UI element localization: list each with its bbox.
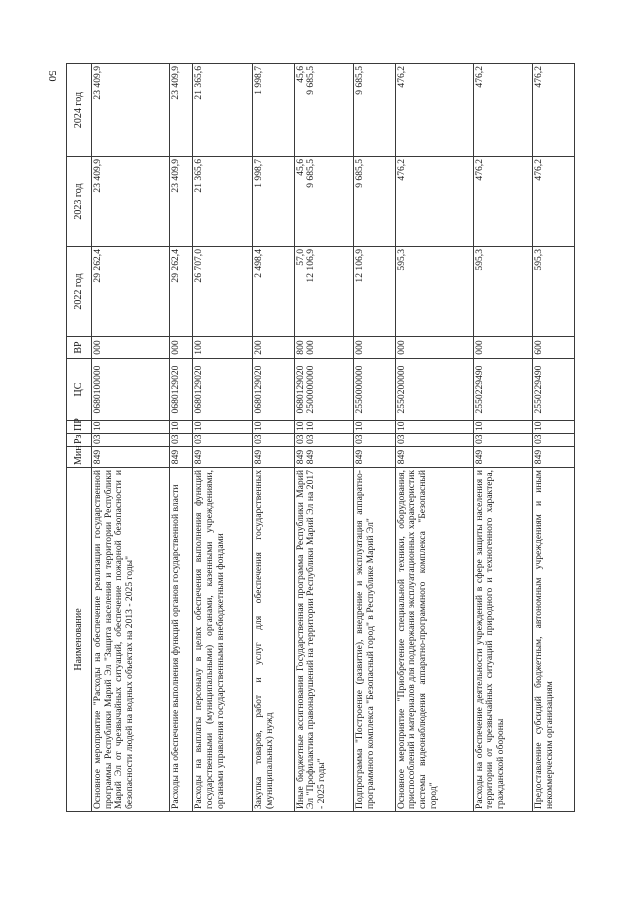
row-pr [354,421,396,434]
row-2024 [252,64,294,157]
row-pr-value: 10 [294,421,306,431]
row-name: Закупка товаров, работ и услуг для обеспечения государственных (муниципальных) нужд [252,468,294,812]
row-min-value: 849 [395,449,407,465]
row-2024 [193,64,253,157]
table-row [354,64,396,812]
row-pr-value: 10 [395,421,407,431]
row-rz-value: 03 [305,434,317,444]
row-name: Расходы на выплаты персоналу в целях обеспечения выполнения функций государственными (муниципальными) органами, казенными учреждениями, органами управления государственными внебюджетными фондами [193,468,253,812]
row-pr-value: 10 [252,421,264,431]
row-min-value: 849 [169,449,181,465]
row-2024 [473,64,533,157]
row-min [169,447,192,468]
row-pr [533,421,575,434]
row-2022 [92,247,170,337]
row-2024 [294,64,354,157]
row-2024-value: 476,2 [395,66,407,88]
header-cs: ЦС [67,359,92,421]
table-row [193,64,253,812]
row-2023 [294,157,354,247]
row-rz [252,434,294,447]
row-2022 [354,247,396,337]
row-cs [395,359,473,421]
row-min-value: 849 [92,449,103,465]
row-2023 [533,157,575,247]
row-name: Основное мероприятие "Расходы на обеспечение реализации государственной программы Республики Марий Эл "Защита населения и территории Республики Марий Эл от чрезвычайных ситуаций, обеспечение пожарной безопасности и безопасности людей на водных объектах на 2013 - 2025 годы" [92,468,170,812]
row-cs-value: 0680129020 [169,365,181,414]
row-2023 [354,157,396,247]
row-min [193,447,253,468]
table-body [92,64,575,812]
row-min [92,447,170,468]
row-name: Расходы на обеспечение деятельности учреждений в сфере защиты населения и территории от чрезвычайных ситуаций природного и техногенного характера, гражданской обороны [473,468,533,812]
row-2022-value: 26 707,0 [193,249,205,283]
row-2023-value: 9 685,5 [354,159,366,188]
row-2022-value: 2 498,4 [252,249,264,278]
row-2023-value: 1 998,7 [252,159,264,188]
row-min-value: 849 [473,449,485,465]
row-pr-value: 10 [354,421,366,431]
row-2023-value: 476,2 [473,159,485,181]
row-cs [92,359,170,421]
row-2022 [252,247,294,337]
row-vr [92,337,170,359]
row-vr [294,337,354,359]
row-rz [533,434,575,447]
row-vr-value: 000 [395,340,407,355]
row-vr [354,337,396,359]
row-2023-value: 476,2 [395,159,407,181]
row-2022-value: 595,3 [473,249,485,271]
row-pr [473,421,533,434]
row-2023-value: 21 365,6 [193,159,205,193]
table-row [395,64,473,812]
row-cs-value: 2550229490 [533,365,545,414]
row-2024 [533,64,575,157]
row-pr [395,421,473,434]
row-cs-value: 2550200000 [395,365,407,414]
row-2023-value: 9 685,5 [305,159,317,188]
row-2024-value: 23 409,9 [169,66,181,100]
row-2024-value: 23 409,9 [92,66,103,100]
row-pr-value: 10 [169,421,181,431]
row-pr [193,421,253,434]
row-name: Основное мероприятие "Приобретение специальной техники, оборудования, приспособлений и материалов для поддержания эксплуатационных характеристик системы видеонаблюдения аппаратно-программного комплекса "Безопасный город" [395,468,473,812]
row-vr [252,337,294,359]
row-2024 [169,64,192,157]
header-2024: 2024 год [67,64,92,157]
row-cs [252,359,294,421]
row-cs [193,359,253,421]
row-pr [252,421,294,434]
header-pr: ПР [67,421,92,434]
row-rz [169,434,192,447]
row-rz-value: 03 [92,434,103,444]
row-rz [294,434,354,447]
row-2024-value: 9 685,5 [354,66,366,95]
row-cs-value: 0680129020 [252,365,264,414]
row-cs-value: 2500000000 [305,365,317,414]
row-2023 [92,157,170,247]
row-pr-value: 10 [473,421,485,431]
row-2022-value: 12 106,9 [305,249,317,283]
row-rz [92,434,170,447]
row-min-value: 849 [305,449,317,465]
table-row [92,64,170,812]
page-number: 50 [46,70,58,82]
table-header-row [67,64,92,812]
row-pr [169,421,192,434]
row-2024 [395,64,473,157]
row-2023-value: 23 409,9 [92,159,103,193]
row-cs [354,359,396,421]
row-rz [473,434,533,447]
row-2022 [294,247,354,337]
row-min [354,447,396,468]
row-rz-value: 03 [395,434,407,444]
table-row [294,64,354,812]
row-rz [354,434,396,447]
row-2022-value: 595,3 [395,249,407,271]
row-min [533,447,575,468]
row-pr-value: 10 [92,421,103,431]
row-2024-value: 9 685,5 [305,66,317,95]
row-2022-value: 29 262,4 [92,249,103,283]
row-vr [533,337,575,359]
header-2023: 2023 год [67,157,92,247]
header-2022: 2022 год [67,247,92,337]
row-name: Иные бюджетные ассигнования Государственная программа Республики Марий Эл "Профилактика правонарушений на территории Республики Марий Эл на 2017 - 2025 годы" [294,468,354,812]
row-rz-value: 03 [169,434,181,444]
row-2024-value: 476,2 [473,66,485,88]
row-2023 [473,157,533,247]
rotated-page [66,64,575,812]
row-rz-value: 03 [294,434,306,444]
row-vr-value: 600 [533,340,545,355]
row-vr [473,337,533,359]
row-cs-value: 0680129020 [294,365,306,414]
row-min [252,447,294,468]
row-cs-value: 2550000000 [354,365,366,414]
row-vr-value: 000 [473,340,485,355]
row-2023-value: 23 409,9 [169,159,181,193]
row-pr [294,421,354,434]
table-row [473,64,533,812]
row-pr-value: 10 [193,421,205,431]
row-name: Расходы на обеспечение выполнения функций органов государственной власти [169,468,192,812]
row-vr-value: 100 [193,340,205,355]
row-pr [92,421,170,434]
row-cs [294,359,354,421]
row-vr-value: 000 [169,340,181,355]
row-rz-value: 03 [473,434,485,444]
table-row [252,64,294,812]
row-vr [395,337,473,359]
row-2023 [252,157,294,247]
row-2022 [533,247,575,337]
row-2022-value: 29 262,4 [169,249,181,283]
row-vr-value: 000 [305,340,317,355]
budget-table [66,63,575,812]
row-2022-value: 595,3 [533,249,545,271]
row-2022 [193,247,253,337]
row-2023-value: 45,6 [294,159,306,176]
row-cs-value: 0680129020 [193,365,205,414]
row-2022 [395,247,473,337]
row-min [294,447,354,468]
row-cs-value: 0680100000 [92,365,103,414]
row-min-value: 849 [354,449,366,465]
row-min-value: 849 [533,449,545,465]
row-2023 [193,157,253,247]
row-name: Предоставление субсидий бюджетным, автономным учреждениям и иным некоммерческим организациям [533,468,575,812]
row-min [395,447,473,468]
row-cs-value: 2550229490 [473,365,485,414]
row-min [473,447,533,468]
row-pr-value: 10 [305,421,317,431]
row-2023 [169,157,192,247]
row-rz-value: 03 [354,434,366,444]
row-rz-value: 03 [193,434,205,444]
row-2024-value: 1 998,7 [252,66,264,95]
row-2024-value: 45,6 [294,66,306,83]
row-2024 [354,64,396,157]
row-rz [193,434,253,447]
row-2023 [395,157,473,247]
row-rz [395,434,473,447]
row-vr [169,337,192,359]
header-vr: ВР [67,337,92,359]
row-2024-value: 476,2 [533,66,545,88]
row-vr-value: 000 [92,340,103,355]
row-name: Подпрограмма "Построение (развитие), внедрение и эксплуатация аппаратно-программного комплекса "Безопасный город" в Республике Марий Эл" [354,468,396,812]
row-vr-value: 200 [252,340,264,355]
table-row [169,64,192,812]
row-vr-value: 000 [354,340,366,355]
row-min-value: 849 [294,449,306,465]
table-row [533,64,575,812]
row-2022 [473,247,533,337]
row-2024-value: 21 365,6 [193,66,205,100]
row-min-value: 849 [193,449,205,465]
row-2022-value: 12 106,9 [354,249,366,283]
header-rz: Рз [67,434,92,447]
row-2022-value: 57,0 [294,249,306,266]
row-cs [533,359,575,421]
row-2023-value: 476,2 [533,159,545,181]
row-cs [169,359,192,421]
row-min-value: 849 [252,449,264,465]
row-rz-value: 03 [533,434,545,444]
header-min: Мин [67,447,92,468]
row-pr-value: 10 [533,421,545,431]
row-vr [193,337,253,359]
row-vr-value: 800 [294,340,306,355]
row-rz-value: 03 [252,434,264,444]
row-2022 [169,247,192,337]
header-name: Наименование [67,468,92,812]
row-2024 [92,64,170,157]
row-cs [473,359,533,421]
